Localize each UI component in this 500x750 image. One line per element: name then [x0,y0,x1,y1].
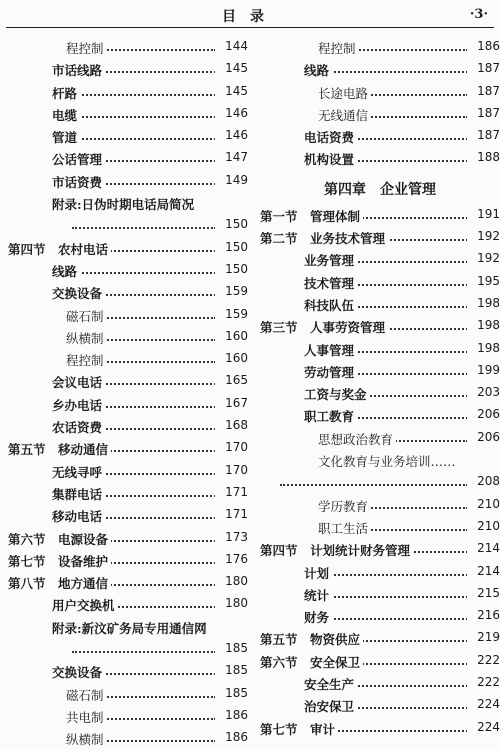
toc-page-number: 185 [215,641,248,655]
toc-entry-title: 第六节 电源设备 [8,530,111,548]
toc-entry [260,125,500,147]
toc-page-number: 222 [467,675,500,689]
toc-entry-title: 集群电话 [52,485,105,503]
dot-leader [62,272,216,274]
toc-entry [260,58,500,80]
toc-entry-title: 线路 [304,61,332,79]
toc-entry [260,36,500,58]
toc-page-number: 165 [215,373,248,387]
toc-entry [260,672,500,694]
toc-entry-title: 工资与奖金 [304,385,370,403]
dot-leader [314,574,468,576]
toc-entry [260,271,500,293]
toc-page-number: 210 [467,519,500,533]
toc-entry [8,304,248,326]
toc-column-right [260,36,500,739]
toc-page-number: 187 [467,106,500,120]
toc-entry [8,281,248,303]
dot-leader [72,651,216,653]
toc-entry-title: 电缆 [52,106,80,124]
toc-entry [260,449,500,471]
toc-entry-title: 计划 [304,564,332,582]
dot-leader [314,618,468,620]
toc-entry-title: 长途电路 [318,84,371,102]
toc-section-entry [260,226,500,248]
toc-entry-title: 第五节 移动通信 [8,440,111,458]
toc-page-number: 195 [467,274,500,288]
toc-entry [8,482,248,504]
toc-page-number: 215 [467,586,500,600]
toc-entry-title: 线路 [52,262,80,280]
toc-page-number: 176 [215,552,248,566]
toc-entry [260,293,500,315]
toc-entry [260,605,500,627]
toc-entry-title: 第四节 农村电话 [8,240,111,258]
toc-entry-title: 附录:日伪时期电话局简况 [52,195,197,213]
toc-entry-title: 农话资费 [52,418,105,436]
toc-page-number: 216 [467,608,500,622]
toc-entry [260,516,500,538]
toc-entry-title: 管道 [52,128,80,146]
toc-page-number: 208 [467,474,500,488]
dot-leader [62,116,216,118]
toc-page-number: 192 [467,251,500,265]
page-title: 目录 [222,9,278,25]
toc-entry [8,415,248,437]
toc-page-number: 185 [215,663,248,677]
toc-section-entry [8,437,248,459]
toc-page-number: 186 [215,730,248,744]
toc-page-number: 146 [215,106,248,120]
toc-entry-title: 市话资费 [52,173,105,191]
toc-entry [260,404,500,426]
toc-entry-title: 人事管理 [304,341,357,359]
page-header [0,0,500,30]
toc-page-number: 160 [215,329,248,343]
toc-entry-title: 公话管理 [52,150,105,168]
toc-page-number: 187 [467,128,500,142]
toc-entry-title: 第七节 设备维护 [8,552,111,570]
toc-page-number: 180 [215,574,248,588]
toc-entry [8,214,248,236]
toc-entry-title: 第五节 物资供应 [260,630,363,648]
toc-entry-title: 乡办电话 [52,396,105,414]
toc-entry-title: 第四章 企业管理 [324,181,436,198]
toc-entry [8,393,248,415]
toc-entry-title: 治安保卫 [304,697,357,715]
toc-entry-title: 电话资费 [304,128,357,146]
toc-entry [8,348,248,370]
toc-entry [8,593,248,615]
toc-entry [8,125,248,147]
toc-entry [260,338,500,360]
toc-page-number: 145 [215,61,248,75]
toc-page-number: 191 [467,207,500,221]
toc-page-number: 187 [467,84,500,98]
toc-entry-title: 第一节 管理体制 [260,207,363,225]
toc-entry-title: 交换设备 [52,284,105,302]
toc-page-number: 222 [467,653,500,667]
toc-page-number: 198 [467,341,500,355]
dot-leader [62,94,216,96]
toc-entry [8,170,248,192]
toc-page-number: 203 [467,385,500,399]
toc-page-number: 159 [215,307,248,321]
toc-entry [260,427,500,449]
toc-entry-title: 共电制 [66,708,107,726]
toc-entry [260,561,500,583]
toc-page-number: 160 [215,351,248,365]
toc-entry [8,504,248,526]
toc-entry [8,103,248,125]
toc-entry [260,583,500,605]
toc-page-number: 168 [215,418,248,432]
toc-entry-title: 交换设备 [52,663,105,681]
toc-entry [8,326,248,348]
toc-section-entry [260,650,500,672]
toc-entry [8,660,248,682]
toc-entry-title: 安全生产 [304,675,357,693]
toc-entry [8,705,248,727]
toc-page-number: 186 [215,708,248,722]
toc-page-number: 144 [215,39,248,53]
toc-entry-title: 第二节 业务技术管理 [260,229,388,247]
toc-entry-title: 职工生活 [318,519,371,537]
toc-page-number: 214 [467,564,500,578]
toc-page-number: 188 [467,150,500,164]
toc-entry [260,382,500,404]
toc-entry-title: 程控制 [318,39,359,57]
toc-page-number: 185 [215,686,248,700]
toc-page-number: 167 [215,396,248,410]
toc-entry-title: 会议电话 [52,373,105,391]
dot-leader [314,596,468,598]
toc-section-entry [8,527,248,549]
toc-section-entry [8,571,248,593]
toc-page-number: 186 [467,39,500,53]
toc-entry-title: 技术管理 [304,274,357,292]
toc-entry-title: 第六节 安全保卫 [260,653,363,671]
toc-section-entry [260,204,500,226]
toc-entry [8,460,248,482]
dot-leader [72,227,216,229]
toc-page-number: 219 [467,630,500,644]
toc-page-number: 173 [215,530,248,544]
toc-entry [260,471,500,493]
toc-section-entry [8,237,248,259]
toc-page-number: 198 [467,296,500,310]
toc-page-number: 224 [467,720,500,734]
toc-entry [260,248,500,270]
toc-entry [8,58,248,80]
toc-entry [8,259,248,281]
toc-entry-title: 无线寻呼 [52,463,105,481]
toc-entry-title: 杆路 [52,84,80,102]
toc-page-number: 199 [467,363,500,377]
toc-entry [8,638,248,660]
toc-page-number: 147 [215,150,248,164]
toc-entry [260,694,500,716]
toc-page-number: 187 [467,61,500,75]
toc-entry-title: 第四节 计划统计财务管理 [260,541,413,559]
toc-entry-title: 劳动管理 [304,363,357,381]
dot-leader [280,484,468,486]
toc-entry-title: 统计 [304,586,332,604]
toc-section-entry [260,538,500,560]
toc-chapter-heading [260,170,500,204]
toc-page-number: 145 [215,84,248,98]
toc-entry-title: 程控制 [66,39,107,57]
toc-page-number: 198 [467,318,500,332]
toc-entry [260,103,500,125]
toc-page-number: 180 [215,596,248,610]
toc-entry [260,147,500,169]
toc-entry-title: 纵横制 [66,329,107,347]
toc-entry-title: 附录:新汶矿务局专用通信网 [52,619,210,637]
header-rule [6,27,494,28]
toc-page-number: 149 [215,173,248,187]
toc-page-number: 206 [467,430,500,444]
toc-page-number: 206 [467,407,500,421]
toc-entry-title: 第三节 人事劳资管理 [260,318,388,336]
toc-entry-title: 文化教育与业务培训…… [318,452,459,470]
toc-entry-title: 第七节 审计 [260,720,338,738]
toc-entry-title: 纵横制 [66,730,107,748]
toc-entry [260,494,500,516]
toc-page-number: 170 [215,440,248,454]
toc-entry-title: 磁石制 [66,307,107,325]
toc-page-number: 150 [215,262,248,276]
toc-page-number: 146 [215,128,248,142]
toc-entry-title: 移动电话 [52,507,105,525]
toc-entry-title: 市话线路 [52,61,105,79]
toc-section-entry [8,549,248,571]
toc-page-number: 171 [215,507,248,521]
toc-column-left [8,36,248,750]
toc-entry-title: 第八节 地方通信 [8,574,111,592]
page-number: ·3· [469,7,488,22]
toc-page-number: 170 [215,463,248,477]
toc-entry-title: 科技队伍 [304,296,357,314]
toc-section-entry [260,717,500,739]
toc-entry-title: 业务管理 [304,251,357,269]
toc-entry [8,81,248,103]
toc-entry [8,683,248,705]
toc-entry [260,81,500,103]
toc-entry [8,36,248,58]
toc-section-entry [260,627,500,649]
toc-entry [8,192,248,214]
toc-entry-title: 机构设置 [304,150,357,168]
dot-leader [314,71,468,73]
toc-entry-title: 用户交换机 [52,596,118,614]
toc-entry-title: 程控制 [66,351,107,369]
toc-entry [260,360,500,382]
toc-entry [8,727,248,749]
toc-entry [8,147,248,169]
toc-entry-title: 磁石制 [66,686,107,704]
toc-entry-title: 学历教育 [318,497,371,515]
toc-entry-title: 职工教育 [304,407,357,425]
toc-page-number: 159 [215,284,248,298]
toc-page-number: 224 [467,697,500,711]
toc-entry-title: 财务 [304,608,332,626]
toc-entry-title: 无线通信 [318,106,371,124]
toc-page-number: 192 [467,229,500,243]
toc-entry [8,616,248,638]
toc-page-number: 214 [467,541,500,555]
toc-page-number: 150 [215,240,248,254]
toc-page-number: 210 [467,497,500,511]
toc-section-entry [260,315,500,337]
toc-entry-title: 思想政治教育 [318,430,396,448]
toc-entry [8,370,248,392]
toc-page-number: 171 [215,485,248,499]
toc-page-number: 150 [215,217,248,231]
dot-leader [62,138,216,140]
